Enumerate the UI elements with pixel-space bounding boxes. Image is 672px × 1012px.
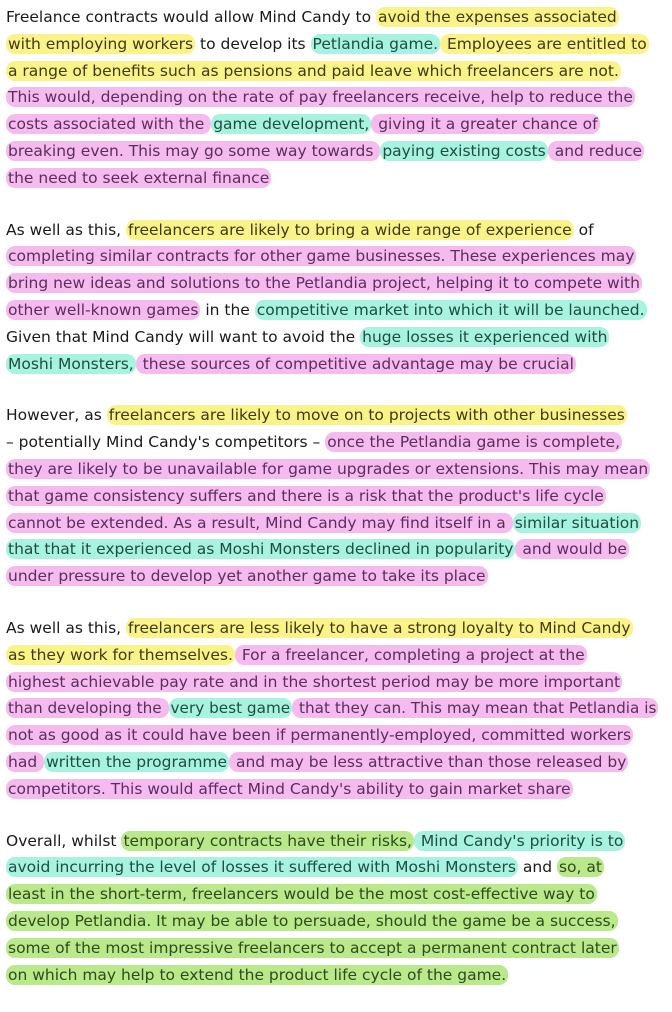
text-line [6, 615, 666, 642]
plain-text: to develop its [195, 34, 311, 53]
highlighted-text: not as good as it could have been if permanently-employed, committed workers [8, 726, 632, 745]
highlighted-text: competitive market into which it will be launched. [256, 300, 645, 319]
text-line [6, 563, 666, 590]
highlighted-text: develop Petlandia. It may be able to persuade, should the game be a success, [8, 911, 616, 930]
highlighted-text: very best game [170, 699, 291, 718]
highlighted-text: other well-known games [8, 300, 199, 319]
highlighted-text: huge losses it experienced with [362, 327, 608, 346]
text-line [6, 642, 666, 669]
text-line [6, 429, 666, 456]
text-line [6, 935, 666, 962]
highlighted-text: had [8, 752, 43, 771]
text-line [6, 908, 666, 935]
highlighted-text: costs associated with the [8, 115, 210, 134]
highlighted-text: so, at [558, 858, 602, 877]
highlighted-text: once the Petlandia game is complete, [327, 433, 621, 452]
highlighted-text: they are likely to be unavailable for game upgrades or extensions. This may mean [8, 459, 649, 478]
text-line [6, 270, 666, 297]
plain-text: of [573, 220, 594, 239]
highlighted-text: giving it a greater chance of [373, 115, 598, 134]
highlighted-text: the need to seek external finance [8, 168, 270, 187]
highlighted-text: freelancers are likely to bring a wide range of experience [128, 220, 572, 239]
paragraph [6, 217, 666, 378]
highlighted-text: than developing the [8, 699, 167, 718]
text-line [6, 4, 666, 31]
text-line [6, 456, 666, 483]
highlighted-text: competitors. This would affect Mind Candy's ability to gain market share [8, 779, 571, 798]
highlighted-text: Mind Candy's priority is to [415, 831, 624, 850]
highlighted-text: some of the most impressive freelancers to accept a permanent contract later [8, 938, 617, 957]
highlighted-text: and may be less attractive than those released by [231, 752, 627, 771]
highlighted-text: completing similar contracts for other game businesses. These experiences may [8, 247, 635, 266]
highlighted-text: on which may help to extend the product life cycle of the game. [8, 965, 507, 984]
paragraph [6, 402, 666, 590]
text-line [6, 138, 666, 165]
highlighted-text: written the programme [46, 752, 228, 771]
highlighted-text: and reduce [549, 141, 643, 160]
highlighted-text: Employees are entitled to [442, 34, 647, 53]
text-line [6, 722, 666, 749]
plain-text: Overall, whilst [6, 831, 122, 850]
text-line [6, 695, 666, 722]
text-line [6, 483, 666, 510]
highlighted-text: similar situation [514, 513, 640, 532]
highlighted-text: freelancers are less likely to have a strong loyalty to Mind Candy [128, 618, 631, 637]
text-line [6, 324, 666, 351]
paragraph [6, 4, 666, 192]
text-line [6, 351, 666, 378]
text-line [6, 536, 666, 563]
highlighted-text: paying existing costs [382, 141, 546, 160]
plain-text: Freelance contracts would allow Mind Candy to [6, 8, 376, 26]
highlighted-text: and would be [517, 540, 627, 559]
highlighted-text: under pressure to develop yet another game to take its place [8, 567, 486, 586]
plain-text: and [517, 858, 557, 877]
highlighted-text: a range of benefits such as pensions and paid leave which freelancers are not. [8, 61, 619, 80]
highlighted-text: cannot be extended. As a result, Mind Candy may find itself in a [8, 513, 511, 532]
text-line [6, 58, 666, 85]
highlighted-text: game development, [213, 115, 370, 134]
text-line [6, 402, 666, 429]
highlighted-text: least in the short-term, freelancers would be the most cost-effective way to [8, 885, 595, 904]
highlighted-text: Moshi Monsters, [8, 354, 134, 373]
paragraph [6, 615, 666, 803]
highlighted-text: avoid the expenses associated [377, 8, 617, 26]
text-line [6, 881, 666, 908]
highlighted-text: temporary contracts have their risks, [123, 831, 412, 850]
highlighted-text: with employing workers [8, 34, 194, 53]
text-line [6, 828, 666, 855]
plain-text: Given that Mind Candy will want to avoid the [6, 327, 361, 346]
text-line [6, 749, 666, 776]
highlighted-text: breaking even. This may go some way towards [8, 141, 379, 160]
highlighted-text: bring new ideas and solutions to the Petlandia project, helping it to compete with [8, 274, 640, 293]
highlighted-text: For a freelancer, completing a project at the [236, 645, 585, 664]
highlighted-text: that that it experienced as Moshi Monsters declined in popularity [8, 540, 514, 559]
text-line [6, 854, 666, 881]
highlighted-text: these sources of competitive advantage may be crucial [137, 354, 574, 373]
plain-text: As well as this, [6, 220, 126, 239]
highlighted-text: Petlandia game. [312, 34, 439, 53]
plain-text: However, as [6, 406, 107, 425]
highlighted-text: as they work for themselves. [8, 645, 233, 664]
highlighted-text: avoid incurring the level of losses it suffered with Moshi Monsters [8, 858, 516, 877]
highlighted-text: This would, depending on the rate of pay freelancers receive, help to reduce the [8, 88, 633, 107]
plain-text: in the [200, 300, 255, 319]
paragraph [6, 828, 666, 989]
plain-text: – potentially Mind Candy's competitors – [6, 433, 326, 452]
text-line [6, 243, 666, 270]
text-line [6, 776, 666, 803]
highlighted-text: that they can. This may mean that Petlandia is [294, 699, 657, 718]
highlighted-text: highest achievable pay rate and in the shortest period may be more important [8, 672, 621, 691]
text-line [6, 669, 666, 696]
text-line [6, 217, 666, 244]
text-line [6, 31, 666, 58]
highlighted-text: that game consistency suffers and there is a risk that the product's life cycle [8, 486, 604, 505]
highlighted-text: freelancers are likely to move on to projects with other businesses [108, 406, 625, 425]
text-line [6, 111, 666, 138]
text-line [6, 297, 666, 324]
text-line [6, 84, 666, 111]
text-line [6, 962, 666, 989]
plain-text: As well as this, [6, 618, 126, 637]
text-line [6, 510, 666, 537]
text-line [6, 165, 666, 192]
